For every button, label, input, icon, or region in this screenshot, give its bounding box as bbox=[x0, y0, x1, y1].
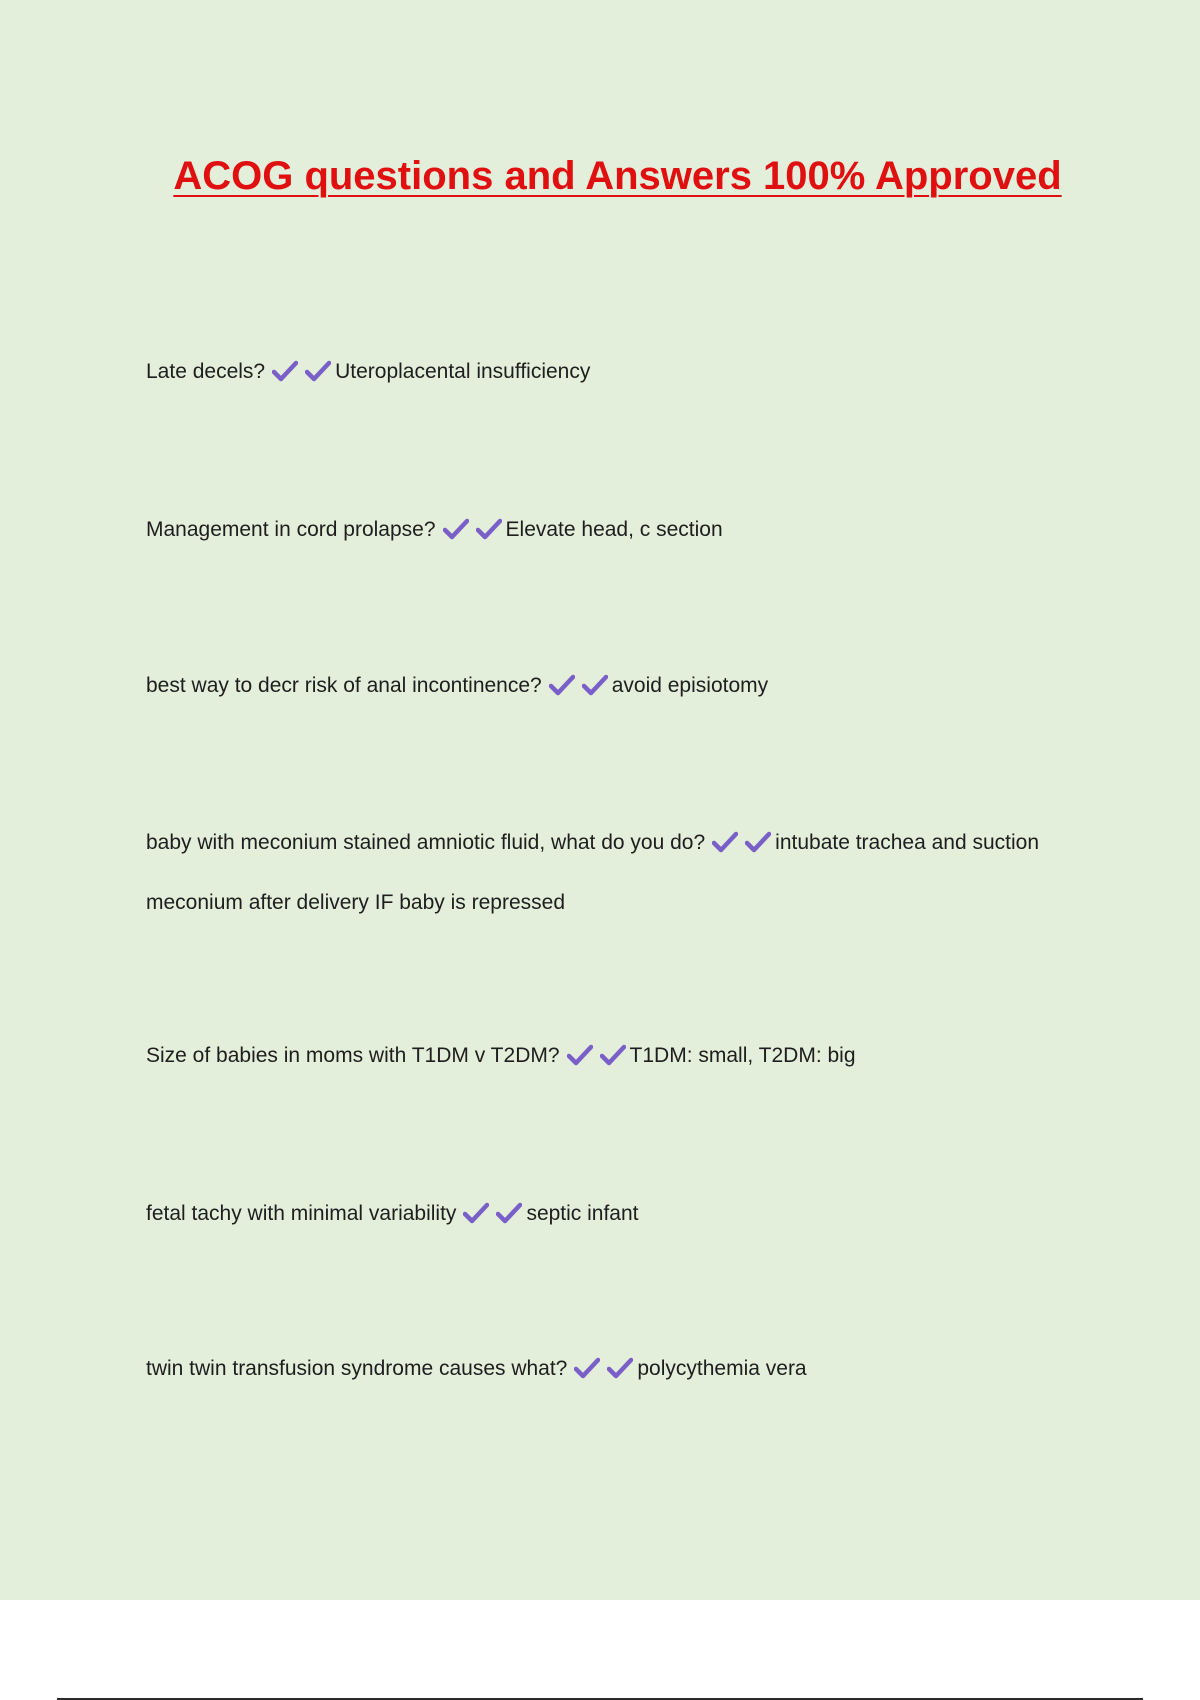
qa-item bbox=[146, 1184, 1076, 1244]
checkmark-icon bbox=[745, 831, 771, 853]
qa-answer: septic infant bbox=[526, 1202, 639, 1225]
checkmark-icon bbox=[496, 1202, 522, 1224]
qa-answer: polycythemia vera bbox=[637, 1357, 807, 1380]
qa-item bbox=[146, 1026, 1076, 1086]
checkmark-icon bbox=[272, 360, 298, 382]
document-title: ACOG questions and Answers 100% Approved bbox=[173, 154, 1062, 198]
checkmark-icon bbox=[582, 674, 608, 696]
qa-item bbox=[146, 500, 1076, 560]
qa-question: Size of babies in moms with T1DM v T2DM? bbox=[146, 1044, 560, 1067]
qa-answer: intubate trachea and suction meconium after delivery IF baby is repressed bbox=[146, 831, 1040, 914]
qa-item bbox=[146, 342, 1076, 402]
checkmark-icon bbox=[712, 831, 738, 853]
checkmark-icon bbox=[463, 1202, 489, 1224]
checkmark-icon bbox=[567, 1044, 593, 1066]
checkmark-icon bbox=[607, 1357, 633, 1379]
qa-question: Late decels? bbox=[146, 360, 266, 383]
checkmark-icon bbox=[305, 360, 331, 382]
qa-answer: Elevate head, c section bbox=[505, 518, 723, 541]
checkmark-icon bbox=[574, 1357, 600, 1379]
qa-item bbox=[146, 813, 1076, 933]
checkmark-icon bbox=[549, 674, 575, 696]
checkmark-icon bbox=[476, 518, 502, 540]
qa-question: fetal tachy with minimal variability bbox=[146, 1202, 457, 1225]
qa-question: best way to decr risk of anal incontinence? bbox=[146, 674, 542, 697]
qa-answer: Uteroplacental insufficiency bbox=[335, 360, 591, 383]
checkmark-icon bbox=[443, 518, 469, 540]
qa-question: baby with meconium stained amniotic fluid, what do you do? bbox=[146, 831, 706, 854]
qa-answer: avoid episiotomy bbox=[611, 674, 769, 697]
qa-question: Management in cord prolapse? bbox=[146, 518, 436, 541]
checkmark-icon bbox=[600, 1044, 626, 1066]
qa-item bbox=[146, 656, 1076, 716]
qa-question: twin twin transfusion syndrome causes what? bbox=[146, 1357, 568, 1380]
qa-answer: T1DM: small, T2DM: big bbox=[629, 1044, 856, 1067]
qa-item bbox=[146, 1339, 1076, 1399]
